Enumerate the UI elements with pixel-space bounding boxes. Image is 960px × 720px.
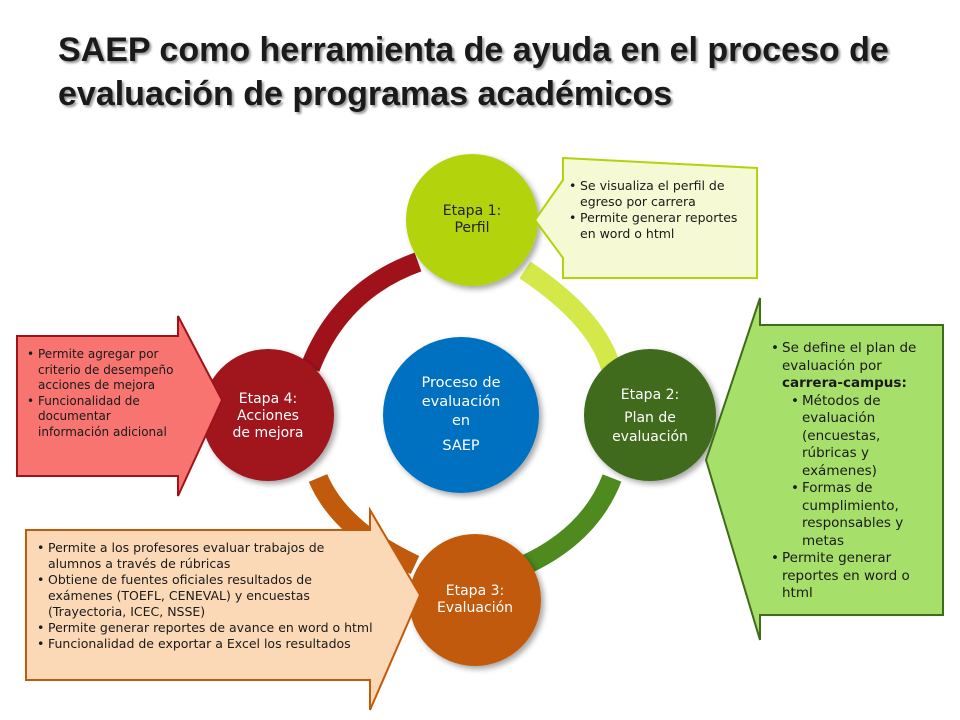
stage4-label-line2: Acciones	[237, 407, 299, 424]
stage4-label-line3: de mejora	[232, 424, 304, 441]
note1-text	[566, 178, 752, 242]
page-title: SAEP como herramienta de ayuda en el proceso de evaluación de programas académicos	[58, 31, 889, 113]
stage2-label-line3: evaluación	[612, 428, 688, 445]
note2-item	[782, 340, 938, 550]
note1-item: • Se visualiza el perfil de egreso por carrera	[580, 178, 752, 210]
note3-text	[34, 540, 374, 652]
stage2-label-line2: Plan de	[624, 409, 676, 426]
note4-list	[24, 347, 184, 440]
note2-subitem: • Métodos de evaluación (encuestas, rúbricas y exámenes)	[802, 393, 938, 481]
arc-stage2-to-stage3	[525, 478, 612, 565]
arc-stage1-to-stage2	[525, 270, 612, 372]
stage3-label	[419, 576, 531, 624]
note2-list	[768, 340, 938, 603]
center-label-line1: Proceso de	[421, 375, 501, 391]
note2-subitem: • Formas de cumplimiento, responsables y metas	[802, 480, 938, 550]
center-label-line2: evaluación	[421, 394, 501, 410]
center-label-line3: en	[451, 413, 471, 429]
note3-item: • Permite a los profesores evaluar trabajos de alumnos a través de rúbricas	[48, 540, 374, 572]
note2-item: • Permite generar reportes en word o html	[782, 550, 938, 603]
stage1-label-line2: Perfil	[454, 220, 490, 236]
note4-text	[24, 347, 184, 440]
note4-item: • Funcionalidad de documentar información adicional	[38, 394, 184, 441]
note4-item: • Permite agregar por criterio de desempeño acciones de mejora	[38, 347, 184, 394]
note3-item: • Funcionalidad de exportar a Excel los resultados	[48, 636, 374, 652]
note1-list	[566, 178, 752, 242]
note1-item: • Permite generar reportes en word o html	[580, 210, 752, 242]
stage3-label-line2: Evaluación	[436, 600, 514, 616]
stage3-label-line1: Etapa 3:	[445, 583, 505, 599]
note3-item: • Obtiene de fuentes oficiales resultados de exámenes (TOEFL, CENEVAL) y encuestas (Trayectoria, ICEC, NSSE)	[48, 572, 374, 620]
stage1-label	[416, 195, 528, 245]
stage2-label-line1: Etapa 2:	[620, 386, 680, 403]
stage1-label-line1: Etapa 1:	[442, 203, 502, 219]
note2-item1-emphasis: carrera-campus:	[782, 375, 907, 391]
note2-text	[768, 340, 938, 603]
stage4-label	[212, 387, 324, 445]
center-label-line4: SAEP	[442, 438, 480, 454]
note3-list	[34, 540, 374, 652]
center-label	[383, 360, 539, 470]
note2-item1-text: Se define el plan de evaluación por	[782, 340, 917, 374]
note3-item: • Permite generar reportes de avance en word o html	[48, 620, 374, 636]
arc-stage4-to-stage1	[310, 262, 418, 368]
stage4-label-line1: Etapa 4:	[238, 390, 298, 407]
note2-sublist	[782, 393, 938, 551]
stage2-label	[594, 383, 706, 449]
